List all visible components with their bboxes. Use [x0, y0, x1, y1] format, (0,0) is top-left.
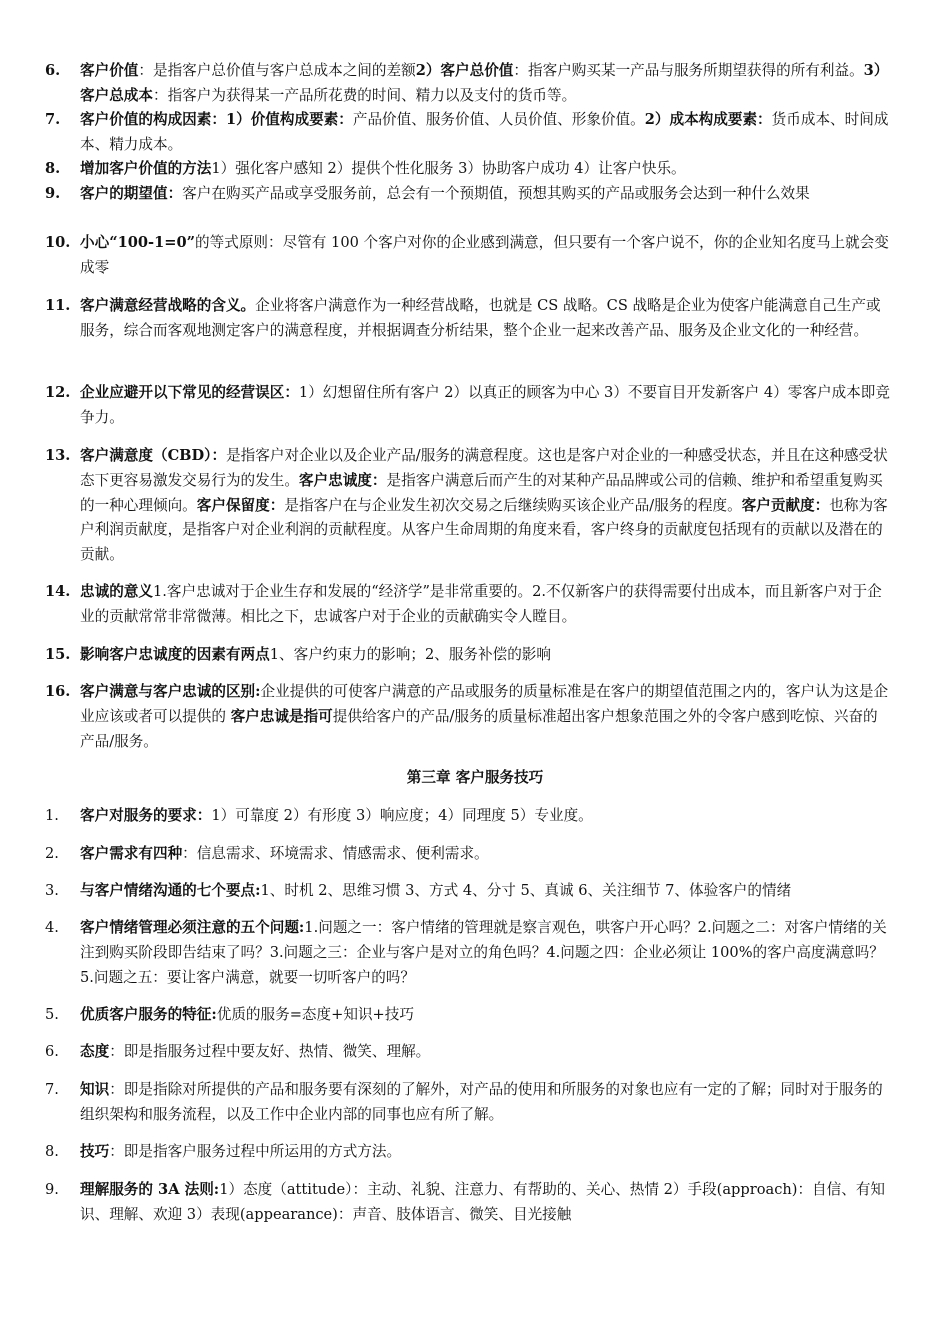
list-item [45, 842, 890, 867]
list-item [45, 1078, 890, 1128]
item-text [80, 157, 890, 182]
list-item [45, 381, 890, 431]
item-text [80, 842, 890, 867]
bold-term: 小心“100-1=0” [80, 234, 196, 251]
body-text: 1.问题之一：客户情绪的管理就是察言观色，哄客户开心吗？2.问题之二：对客户情绪的关注到购买阶段即告结束了吗？3.问题之三：企业与客户是对立的角色吗？4.问题之四：企业必须让 100%的客户高度满意吗？5.问题之五：要让客户满意，就要一切听客户的吗？ [80, 919, 887, 986]
list-item [45, 444, 890, 568]
body-text: 也称为客户利润贡献度，是指客户对企业利润的贡献程度。从客户生命周期的角度来看，客户终身的贡献度包括现有的贡献以及潜在的贡献。 [80, 496, 888, 564]
body-text: ：即是指客户服务过程中所运用的方式方法。 [109, 1143, 402, 1160]
body-text: 1）幻想留住所有客户 2）以真正的顾客为中心 3）不要盲目开发新客户 4）零客户成本即竞争力。 [80, 384, 890, 426]
body-text: 企业提供的可使客户满意的产品或服务的质量标准是在客户的期望值范围之内的，客户认为这是企业应该或者可以提供的 [80, 683, 889, 725]
bold-term: 客户的期望值： [80, 185, 183, 202]
body-text: 1、客户约束力的影响；2、服务补偿的影响 [269, 646, 551, 663]
list-item [45, 108, 890, 158]
item-number: 12. [45, 384, 71, 401]
list-item [45, 157, 890, 182]
bold-term: 客户对服务的要求： [80, 807, 212, 824]
item-text [80, 294, 890, 344]
item-text [80, 444, 890, 568]
item-number: 8. [45, 1143, 59, 1160]
bold-term: 2）成本构成要素： [644, 111, 772, 128]
list-item [45, 59, 890, 109]
bold-term: 增加客户价值的方法 [80, 160, 212, 177]
list-item [45, 804, 890, 829]
body-text: 优质的服务=态度+知识+技巧 [216, 1006, 414, 1023]
item-number: 3. [45, 882, 59, 899]
item-number: 14. [45, 583, 71, 600]
item-text [80, 1078, 890, 1128]
item-number: 8. [45, 160, 61, 177]
list-item [45, 1003, 890, 1028]
bold-term: 理解服务的 3A 法则: [80, 1181, 220, 1198]
bold-term: 客户情绪管理必须注意的五个问题: [80, 919, 305, 936]
body-text: ：指客户为获得某一产品所花费的时间、精力以及支付的货币等。 [152, 86, 577, 104]
bold-term: 技巧 [80, 1143, 110, 1160]
list-item [45, 643, 890, 668]
bold-term: 企业应避开以下常见的经营误区： [80, 384, 299, 401]
item-text [80, 1178, 890, 1228]
item-number: 6. [45, 62, 61, 79]
item-number: 7. [45, 111, 61, 128]
body-text: 企业将客户满意作为一种经营战略，也就是 CS 战略。CS 战略是企业为使客户能满意自己生产或服务，综合而客观地测定客户的满意程度，并根据调查分析结果，整个企业一起来改善产品、服务及企业文化的一种经营。 [80, 297, 881, 339]
body-text: 产品价值、服务价值、人员价值、形象价值。 [352, 111, 645, 128]
item-text [80, 879, 890, 904]
item-text [80, 231, 890, 281]
body-text: 客户在购买产品或享受服务前，总会有一个预期值，预想其购买的产品或服务会达到一种什么效果 [182, 185, 810, 202]
bold-term: 3）客户总成本 [80, 62, 889, 104]
list-item [45, 916, 890, 990]
item-number: 4. [45, 919, 59, 936]
body-text: 是指客户满意后而产生的对某种产品品牌或公司的信赖、维护和希望重复购买的一种心理倾向。 [80, 471, 883, 514]
item-text [80, 1140, 890, 1165]
list-item [45, 1040, 890, 1065]
item-number: 9. [45, 1181, 59, 1198]
item-number: 1. [45, 807, 59, 824]
item-text [80, 1003, 890, 1028]
item-text [80, 916, 890, 990]
bold-term: 1）价值构成要素： [225, 111, 353, 128]
list-item [45, 1178, 890, 1228]
bold-term: 客户忠诚是指可 [230, 707, 333, 725]
bold-term: 态度 [80, 1043, 110, 1060]
bold-term: 客户满意与客户忠诚的区别: [80, 683, 261, 700]
body-text: 的等式原则：尽管有 100 个客户对你的企业感到满意，但只要有一个客户说不，你的企业知名度马上就会变成零 [80, 234, 889, 276]
item-text [80, 643, 890, 668]
item-number: 9. [45, 185, 61, 202]
item-number: 15. [45, 646, 71, 663]
body-text: ：信息需求、环境需求、情感需求、便利需求。 [182, 845, 489, 862]
body-text: 是指客户对企业以及企业产品/服务的满意程度。这也是客户对企业的一种感受状态，并且在这种感受状态下更容易激发交易行为的发生。 [80, 447, 888, 489]
item-number: 10. [45, 234, 71, 251]
body-text: 1）强化客户感知 2）提供个性化服务 3）协助客户成功 4）让客户快乐。 [211, 160, 686, 177]
item-number: 6. [45, 1043, 59, 1060]
body-text: ：指客户购买某一产品与服务所期望获得的所有利益。 [513, 62, 864, 79]
item-number: 2. [45, 845, 59, 862]
item-text [80, 680, 890, 754]
bold-term: 客户保留度： [196, 496, 285, 514]
body-text: ：即是指服务过程中要友好、热情、微笑、理解。 [109, 1043, 431, 1060]
list-item [45, 294, 890, 344]
bold-term: 影响客户忠诚度的因素有两点 [80, 646, 270, 663]
body-text: 1、时机 2、思维习惯 3、方式 4、分寸 5、真诚 6、关注细节 7、体验客户的情绪 [260, 882, 792, 899]
list-item [45, 1140, 890, 1165]
bold-term: 客户满意经营战略的含义。 [80, 297, 256, 314]
item-text [80, 182, 890, 207]
bold-term: 客户贡献度： [741, 496, 830, 514]
bold-term: 忠诚的意义 [80, 583, 153, 600]
body-text: 1.客户忠诚对于企业生存和发展的“经济学”是非常重要的。2.不仅新客户的获得需要付出成本，而且新客户对于企业的贡献常常非常微薄。相比之下，忠诚客户对于企业的贡献确实令人瞠目。 [80, 583, 882, 625]
bold-term: 客户价值的构成因素： [80, 111, 226, 128]
list-item [45, 680, 890, 754]
body-text: 是指客户在与企业发生初次交易之后继续购买该企业产品/服务的程度。 [284, 496, 742, 514]
item-number: 5. [45, 1006, 59, 1023]
bold-term: 客户忠诚度： [298, 471, 387, 489]
body-text: 提供给客户的产品/服务的质量标准超出客户想象范围之外的令客户感到吃惊、兴奋的产品/服务。 [80, 707, 878, 750]
item-number: 16. [45, 683, 71, 700]
item-text [80, 108, 890, 158]
body-text: ：是指客户总价值与客户总成本之间的差额 [138, 62, 416, 79]
body-text: 货币成本、时间成本、精力成本。 [80, 111, 889, 153]
bold-term: 优质客户服务的特征: [80, 1006, 217, 1023]
body-text: ：即是指除对所提供的产品和服务要有深刻的了解外，对产品的使用和所服务的对象也应有一定的了解；同时对于服务的组织架构和服务流程，以及工作中企业内部的同事也应有所了解。 [80, 1081, 883, 1123]
bold-term: 知识 [80, 1081, 110, 1098]
item-number: 11. [45, 297, 71, 314]
bold-term: 与客户情绪沟通的七个要点: [80, 882, 261, 899]
body-text: 1）态度（attitude）：主动、礼貌、注意力、有帮助的、关心、热情 2）手段(approach)：自信、有知识、理解、欢迎 3）表现(appearance)：声音、肢体语言、微笑、目光接触 [80, 1181, 886, 1223]
item-text [80, 59, 890, 109]
list-item [45, 182, 890, 207]
item-number: 7. [45, 1081, 59, 1098]
bold-term: 客户需求有四种 [80, 845, 183, 862]
item-text [80, 381, 890, 431]
body-text: 1）可靠度 2）有形度 3）响应度；4）同理度 5）专业度。 [211, 807, 593, 824]
item-number: 13. [45, 447, 71, 464]
list-item [45, 580, 890, 630]
item-text [80, 804, 890, 829]
item-text [80, 580, 890, 630]
item-text [80, 1040, 890, 1065]
bold-term: 客户价值 [80, 62, 139, 79]
bold-term: 客户满意度（CBD）： [80, 447, 227, 464]
list-item [45, 879, 890, 904]
bold-term: 2）客户总价值 [415, 62, 514, 79]
list-item [45, 231, 890, 281]
chapter-heading: 第三章 客户服务技巧 [406, 769, 544, 786]
